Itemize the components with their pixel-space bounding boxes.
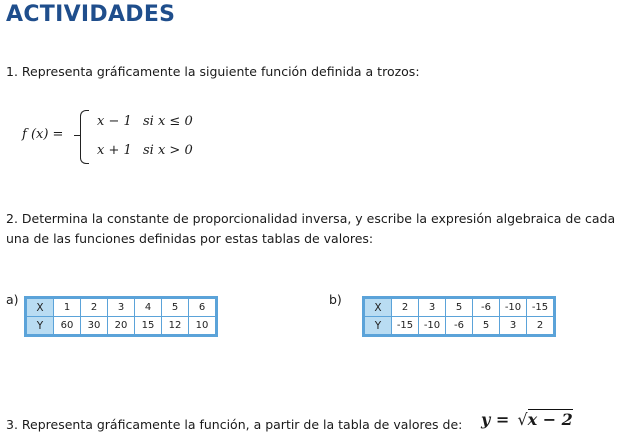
- table-a-y-cell: 30: [81, 317, 108, 336]
- table-a-x-row: [26, 298, 217, 317]
- question-1-text: 1. Representa gráficamente la siguiente función definida a trozos:: [6, 64, 420, 79]
- table-b-x-cell: -15: [527, 298, 555, 317]
- table-a-x-cell: 3: [108, 298, 135, 317]
- table-b-y-cell: -10: [419, 317, 446, 336]
- piece-2-condition: si x > 0: [143, 143, 193, 158]
- table-a-label: a): [6, 292, 19, 307]
- table-b-y-cell: 5: [473, 317, 500, 336]
- table-b-x-cell: -10: [500, 298, 527, 317]
- table-a-x-cell: 6: [189, 298, 217, 317]
- table-b-x-cell: -6: [473, 298, 500, 317]
- table-a-y-cell: 12: [162, 317, 189, 336]
- table-a-x-header: X: [26, 298, 54, 317]
- table-a-x-cell: 4: [135, 298, 162, 317]
- table-b-x-header: X: [364, 298, 392, 317]
- table-a: [24, 296, 218, 337]
- table-b-x-cell: 5: [446, 298, 473, 317]
- page-title: ACTIVIDADES: [6, 2, 176, 27]
- table-a-y-row: [26, 317, 217, 336]
- table-b-x-row: [364, 298, 555, 317]
- question-2-line-1: 2. Determina la constante de proporcionalidad inversa, y escribe la expresión algebraica de cada: [6, 211, 616, 226]
- function-label: f (x) =: [22, 127, 64, 142]
- table-a-x-cell: 2: [81, 298, 108, 317]
- table-b-y-cell: 3: [500, 317, 527, 336]
- table-b-y-cell: -6: [446, 317, 473, 336]
- table-a-y-header: Y: [26, 317, 54, 336]
- table-b-label: b): [329, 292, 342, 307]
- table-b: [362, 296, 556, 337]
- table-b-x-cell: 2: [392, 298, 419, 317]
- table-b-y-row: [364, 317, 555, 336]
- formula-lhs: y =: [481, 410, 510, 429]
- piecewise-brace-tip: [74, 135, 81, 136]
- table-b-y-header: Y: [364, 317, 392, 336]
- question-2-line-2: una de las funciones definidas por estas tablas de valores:: [6, 231, 374, 246]
- piecewise-brace: [80, 110, 89, 164]
- table-a-y-cell: 20: [108, 317, 135, 336]
- table-a-x-cell: 1: [54, 298, 81, 317]
- table-a-y-cell: 15: [135, 317, 162, 336]
- piece-2-expression: x + 1: [97, 143, 132, 158]
- table-b-y-cell: 2: [527, 317, 555, 336]
- sqrt-formula: [481, 410, 573, 429]
- question-3-text: 3. Representa gráficamente la función, a partir de la tabla de valores de:: [6, 417, 463, 432]
- piece-1-condition: si x ≤ 0: [143, 114, 193, 129]
- formula-radicand: x − 2: [527, 410, 573, 429]
- table-a-y-cell: 10: [189, 317, 217, 336]
- table-a-x-cell: 5: [162, 298, 189, 317]
- piece-1-expression: x − 1: [97, 114, 132, 129]
- sqrt-icon: √: [517, 410, 528, 429]
- table-a-y-cell: 60: [54, 317, 81, 336]
- table-b-y-cell: -15: [392, 317, 419, 336]
- table-b-x-cell: 3: [419, 298, 446, 317]
